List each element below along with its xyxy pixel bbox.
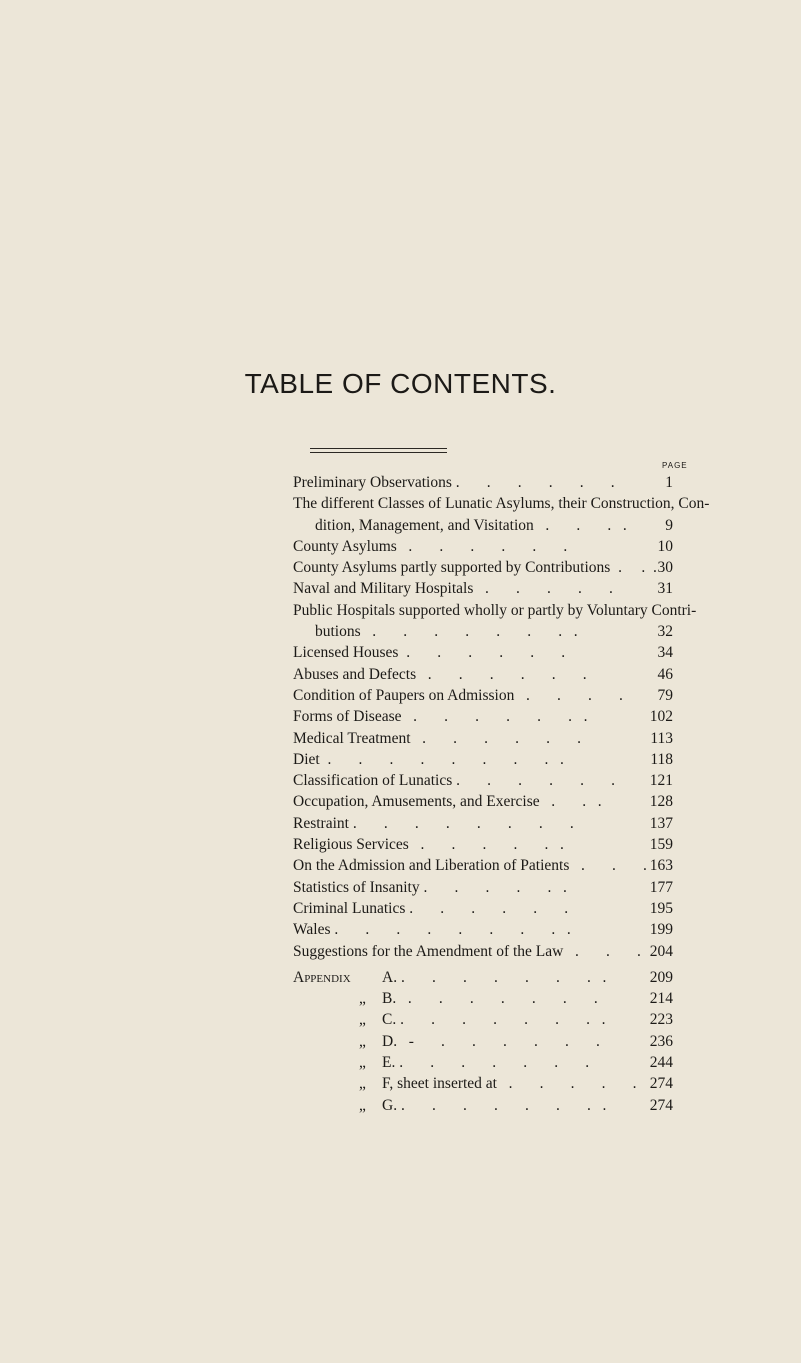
contents-entry: [293, 749, 673, 770]
entry-title: Restraint: [293, 814, 349, 832]
contents-entry: [293, 855, 673, 876]
appendix-entry: [293, 1052, 673, 1073]
contents-entry: [293, 578, 673, 599]
contents-entry: [293, 642, 673, 663]
entry-page-number: 137: [649, 814, 673, 832]
entry-page-number: 30: [657, 559, 673, 577]
contents-entry: [293, 813, 673, 834]
appendix-letter: E.: [382, 1054, 396, 1072]
entry-title: Diet: [293, 750, 320, 768]
entry-title: Abuses and Defects: [293, 665, 417, 683]
dot-leader: . . . . . .: [452, 772, 616, 790]
entry-page-number: 31: [657, 580, 673, 598]
dot-leader: . . . . . . . .: [397, 1096, 607, 1114]
ditto-mark: „: [359, 1054, 366, 1072]
dot-leader: . . . . . . .: [395, 1054, 590, 1072]
appendix-entry: [293, 1095, 673, 1116]
entry-title: Suggestions for the Amendment of the Law: [293, 942, 564, 960]
dot-leader: . . . . . . .: [401, 708, 588, 726]
entry-page-number: 204: [649, 942, 673, 960]
dot-leader: . . . . . .: [396, 537, 568, 555]
entry-page-number: 244: [649, 1054, 673, 1072]
dot-leader: . . .: [569, 857, 647, 875]
entry-page-number: 113: [650, 729, 673, 747]
entry-title: Medical Treatment: [293, 729, 411, 747]
entry-title: Condition of Paupers on Admission: [293, 686, 515, 704]
entry-page-number: 177: [649, 878, 673, 896]
appendix-entry: [293, 1073, 673, 1094]
ditto-mark: „: [359, 1032, 366, 1050]
entry-title-continuation: butions: [315, 623, 361, 641]
entry-page-number: 121: [649, 772, 673, 790]
ditto-mark: „: [359, 1075, 366, 1093]
entry-page-number: 46: [657, 665, 673, 683]
contents-list: [293, 472, 710, 1116]
entry-page-number: 209: [649, 968, 673, 986]
appendix-entry: [293, 1031, 673, 1052]
contents-entry: [293, 557, 673, 578]
entry-page-number: 214: [649, 990, 673, 1008]
entry-title: Preliminary Observations: [293, 474, 452, 491]
entry-page-number: 274: [649, 1075, 673, 1093]
contents-entry: [293, 791, 673, 812]
contents-entry: [293, 728, 673, 749]
entry-title: Occupation, Amusements, and Exercise: [293, 793, 540, 811]
dot-leader: . . . . . .: [416, 665, 587, 683]
dot-leader: . . .: [539, 793, 602, 811]
entry-page-number: 1: [665, 474, 673, 491]
entry-page-number: 159: [649, 836, 673, 854]
contents-entry: [293, 919, 673, 940]
dot-leader: . . .: [563, 942, 641, 960]
contents-entry: [293, 600, 697, 621]
title-rule-top: [310, 448, 447, 449]
contents-entry-continuation: [293, 621, 673, 642]
title-rule-bottom: [310, 452, 447, 453]
ditto-mark: „: [359, 1011, 366, 1029]
entry-title: Criminal Lunatics: [293, 899, 406, 917]
dot-leader: . . . . . . . .: [397, 968, 607, 986]
appendix-entry: [293, 967, 673, 988]
dot-leader: . . . . . . .: [396, 990, 598, 1008]
contents-entry: [293, 472, 673, 493]
contents-entry: [293, 685, 673, 706]
contents-entry: [293, 664, 673, 685]
entry-title: County Asylums: [293, 537, 397, 555]
entry-page-number: 223: [649, 1011, 673, 1029]
entry-title: The different Classes of Lunatic Asylums, their Construction, Con-: [293, 495, 710, 513]
entry-title-continuation: dition, Management, and Visitation: [315, 516, 534, 534]
entry-page-number: 32: [657, 623, 673, 641]
entry-page-number: 236: [649, 1032, 673, 1050]
contents-entry: [293, 877, 673, 898]
dot-leader: - . . . . . .: [397, 1032, 600, 1050]
contents-entry: [293, 536, 673, 557]
entry-title: On the Admission and Liberation of Patients: [293, 857, 570, 875]
entry-page-number: 195: [649, 899, 673, 917]
entry-page-number: 128: [649, 793, 673, 811]
entry-page-number: 199: [649, 921, 673, 939]
appendix-label: Appendix: [293, 968, 351, 986]
dot-leader: . . . . . .: [410, 729, 582, 747]
contents-entry: [293, 834, 673, 855]
contents-entry-continuation: [293, 515, 673, 536]
entry-title: Licensed Houses: [293, 644, 399, 662]
appendix-letter: C.: [382, 1011, 397, 1029]
entry-page-number: 102: [649, 708, 673, 726]
entry-page-number: 10: [657, 537, 673, 555]
appendix-letter: B.: [382, 990, 397, 1008]
contents-entry: [293, 493, 710, 514]
contents-entry: [293, 770, 673, 791]
page-title: TABLE OF CONTENTS.: [244, 368, 557, 399]
entry-title: Naval and Military Hospitals: [293, 580, 474, 598]
entry-title: Wales: [293, 921, 331, 939]
dot-leader: . . . . . .: [419, 878, 567, 896]
dot-leader: . . . . . .: [408, 836, 564, 854]
appendix-letter: F, sheet inserted at: [382, 1075, 497, 1093]
appendix-entry: [293, 988, 673, 1009]
dot-leader: . . . . . .: [405, 899, 569, 917]
appendix-letter: G.: [382, 1096, 398, 1114]
entry-page-number: 9: [665, 516, 673, 534]
dot-leader: . . . .: [533, 516, 627, 534]
dot-leader: . . . . . . . . .: [330, 921, 571, 939]
contents-entry: [293, 706, 673, 727]
entry-page-number: 118: [650, 750, 673, 768]
entry-page-number: 34: [657, 644, 673, 662]
ditto-mark: „: [359, 990, 366, 1008]
entry-title: Religious Services: [293, 836, 409, 854]
contents-entry: [293, 898, 673, 919]
entry-title: Classification of Lunatics: [293, 772, 453, 790]
entry-page-number: 79: [657, 686, 673, 704]
entry-title: Statistics of Insanity: [293, 878, 420, 896]
dot-leader: . . . .: [514, 686, 623, 704]
entry-title: Forms of Disease: [293, 708, 402, 726]
appendix-entry: [293, 1009, 673, 1030]
dot-leader: . . . . .: [473, 580, 613, 598]
dot-leader: . . .: [610, 559, 657, 577]
contents-entry: [293, 941, 673, 962]
ditto-mark: „: [359, 1096, 366, 1114]
page-column-label: PAGE: [662, 461, 688, 470]
appendix-letter: D.: [382, 1032, 398, 1050]
dot-leader: . . . . . . . . .: [319, 750, 564, 768]
dot-leader: . . . . . .: [398, 644, 566, 662]
dot-leader: . . . . .: [496, 1075, 637, 1093]
entry-title: County Asylums partly supported by Contributions: [293, 559, 611, 577]
dot-leader: . . . . . . . .: [396, 1011, 606, 1029]
entry-page-number: 274: [649, 1096, 673, 1114]
entry-title: Public Hospitals supported wholly or partly by Voluntary Contri-: [293, 601, 697, 619]
dot-leader: . . . . . .: [451, 474, 615, 491]
entry-page-number: 163: [649, 857, 673, 875]
dot-leader: . . . . . . . .: [348, 814, 574, 832]
dot-leader: . . . . . . . .: [360, 623, 578, 641]
appendix-letter: A.: [382, 968, 398, 986]
